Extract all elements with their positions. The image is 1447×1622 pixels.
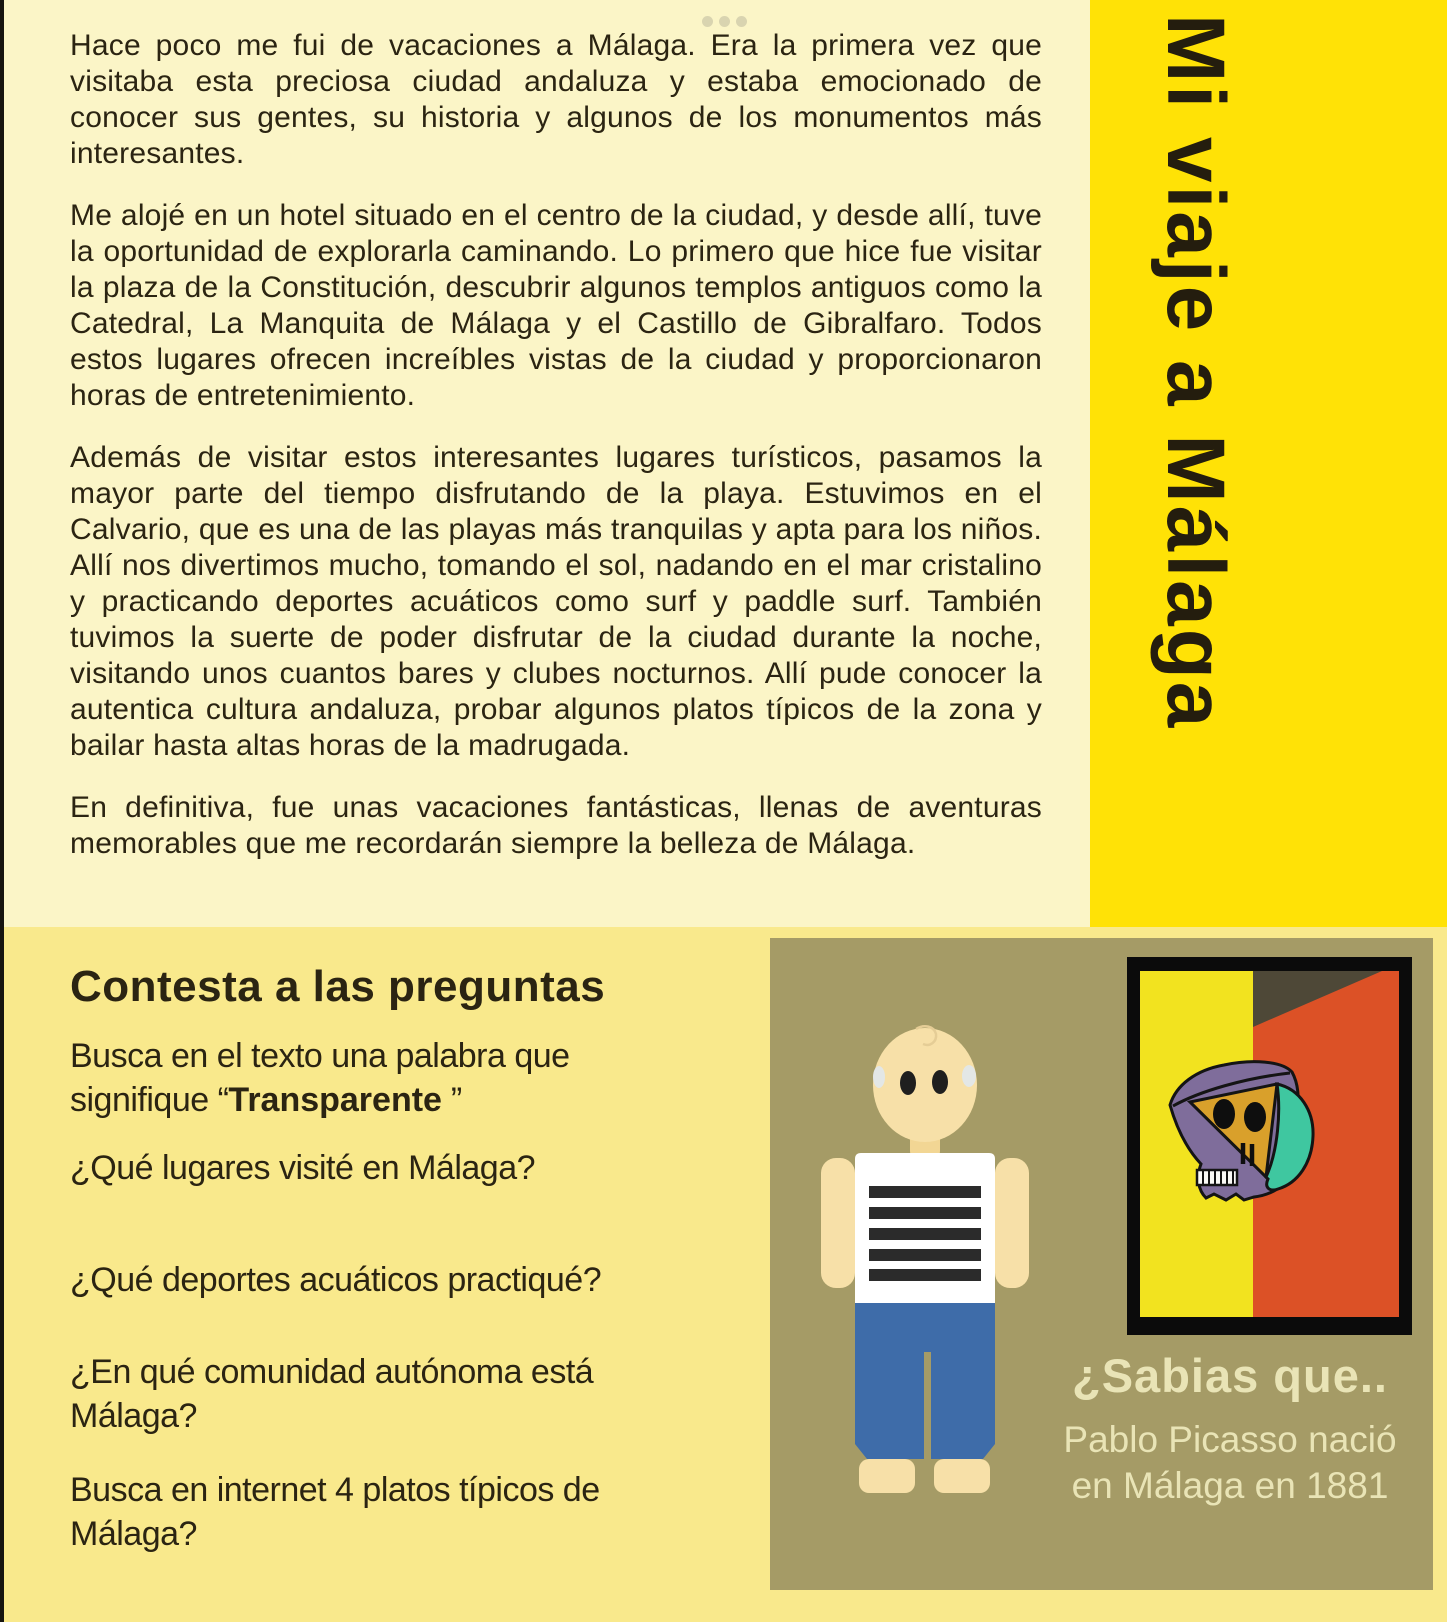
page-title: Mi viaje a Málaga (1150, 14, 1241, 731)
question-find-word (70, 1034, 690, 1122)
article-paragraph: Hace poco me fui de vacaciones a Málaga. Era la primera vez que visitaba esta preciosa ciudad andaluza y estaba emocionado de conocer sus gentes, su historia y algunos de los monumentos más interesantes. (70, 29, 1042, 170)
picasso-cartoon-figure (800, 1010, 1050, 1510)
question-water-sports: ¿Qué deportes acuáticos practiqué? (70, 1261, 602, 1299)
fact-line: en Málaga en 1881 (1071, 1465, 1389, 1506)
more-options-icon[interactable] (702, 16, 747, 27)
fact-heading: ¿Sabias que.. (1072, 1349, 1388, 1402)
reading-text-section (4, 0, 1090, 927)
fact-text-block (1040, 1348, 1420, 1509)
questions-heading: Contesta a las preguntas (70, 962, 606, 1011)
yellow-title-sidebar (1090, 0, 1447, 927)
article-paragraph: Me alojé en un hotel situado en el centro de la ciudad, y desde allí, tuve la oportunidad de explorarla caminando. Lo primero que hice fue visitar la plaza de la Constitución, descubrir algunos templos antiguos como la Catedral, La Manquita de Málaga y el Castillo de Gibralfaro. Todos estos lugares ofrecen increíbles vistas de la ciudad y proporcionaron horas de entretenimiento. (70, 199, 1042, 412)
question-autonomous-community: ¿En qué comunidad autónoma está Málaga? (70, 1353, 594, 1435)
fact-line: Pablo Picasso nació (1063, 1419, 1397, 1460)
article-paragraph: Además de visitar estos interesantes lugares turísticos, pasamos la mayor parte del tiempo disfrutando de la playa. Estuvimos en el Calvario, que es una de las playas más tranquilas y apta para los niños. Allí nos divertimos mucho, tomando el sol, nadando en el mar cristalino y practicando deportes acuáticos como surf y paddle surf. También tuvimos la suerte de poder disfrutar de la ciudad durante la noche, visitando unos cuantos bares y clubes nocturnos. Allí pude conocer la autentica cultura andaluza, probar algunos platos típicos de la zona y bailar hasta altas horas de la madrugada. (70, 441, 1042, 762)
abstract-face-painting (1140, 971, 1399, 1317)
dot-icon (702, 16, 713, 27)
question-typical-dishes: Busca en internet 4 platos típicos de Málaga? (70, 1471, 600, 1553)
dot-icon (719, 16, 730, 27)
painting-frame (1127, 957, 1412, 1335)
article-body (70, 28, 1042, 888)
question-keyword: Transparente (228, 1081, 442, 1119)
article-paragraph: En definitiva, fue unas vacaciones fantásticas, llenas de aventuras memorables que me recordarán siempre la belleza de Málaga. (70, 791, 1042, 860)
question-places-visited: ¿Qué lugares visité en Málaga? (70, 1149, 536, 1187)
dot-icon (736, 16, 747, 27)
question-text: Busca en el texto una palabra que signifique “ (70, 1037, 570, 1119)
question-text: ” (441, 1081, 462, 1119)
